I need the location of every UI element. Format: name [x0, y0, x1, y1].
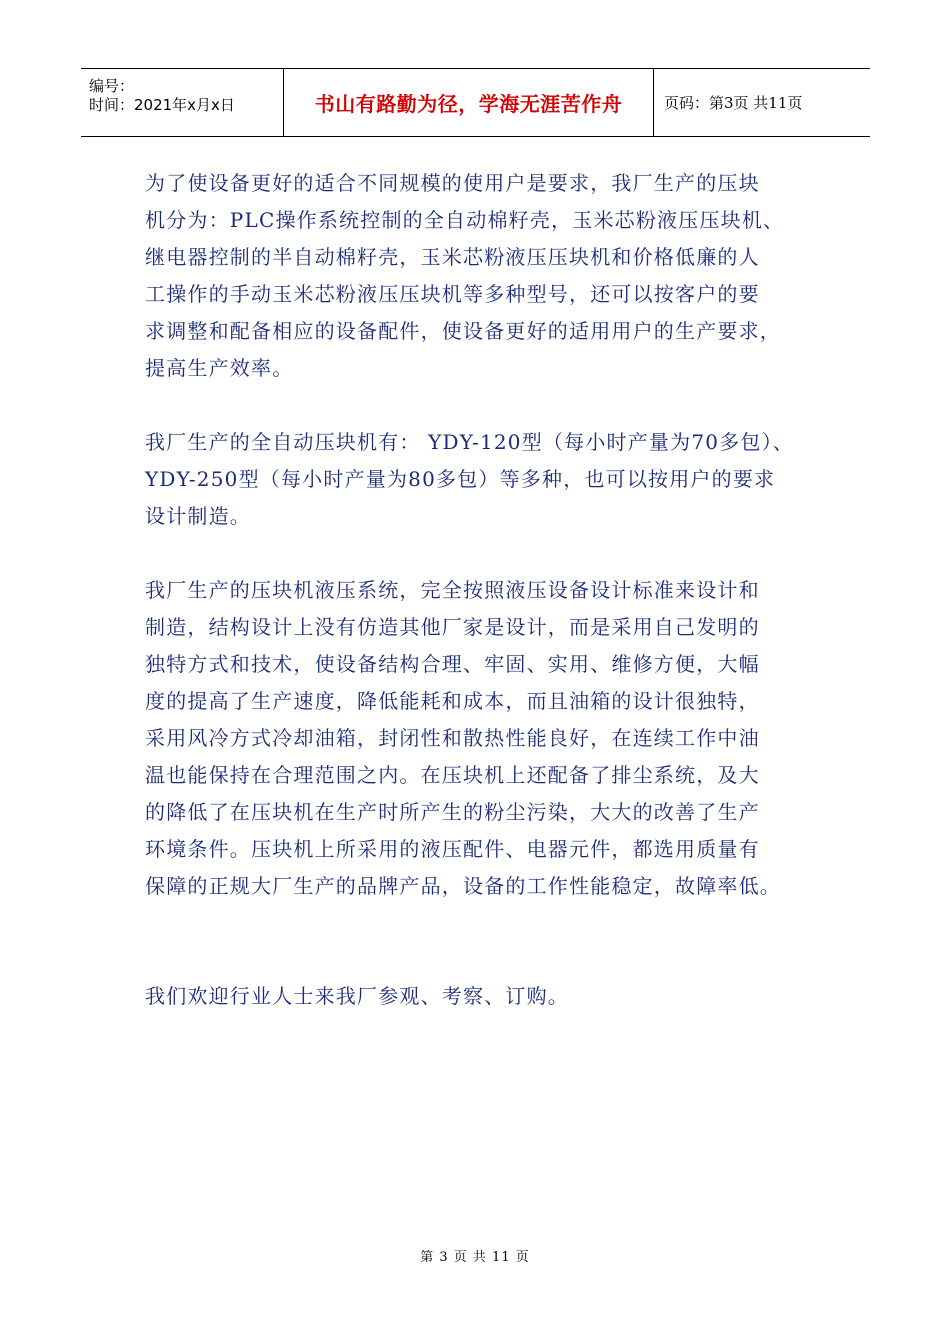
text-line: 工操作的手动玉米芯粉液压压块机等多种型号，还可以按客户的要: [145, 282, 760, 306]
text-line: 我厂生产的压块机液压系统，完全按照液压设备设计标准来设计和: [145, 578, 760, 602]
text-line: 机分为：PLC操作系统控制的全自动棉籽壳，玉米芯粉液压压块机、: [145, 208, 785, 232]
document-time-label: 时间：2021年x月x日: [89, 96, 235, 114]
text-line: 环境条件。压块机上所采用的液压配件、电器元件，都选用质量有: [145, 837, 760, 861]
text-line: 我们欢迎行业人士来我厂参观、考察、订购。: [145, 984, 569, 1008]
text-line: 制造，结构设计上没有仿造其他厂家是设计，而是采用自己发明的: [145, 615, 760, 639]
text-line: 温也能保持在合理范围之内。在压块机上还配备了排尘系统，及大: [145, 763, 760, 787]
document-body: [145, 165, 825, 1015]
page-footer: 第 3 页 共 11 页: [420, 1250, 530, 1265]
paragraph-automatic-models: [145, 424, 825, 535]
text-line: YDY-250型（每小时产量为80多包）等多种，也可以按用户的要求: [145, 467, 776, 491]
text-line: 度的提高了生产速度，降低能耗和成本，而且油箱的设计很独特，: [145, 689, 760, 713]
text-line: 我厂生产的全自动压块机有： YDY-120型（每小时产量为70多包）、: [145, 430, 794, 454]
header-motto: 书山有路勤为径，学海无涯苦作舟: [283, 69, 654, 136]
text-line: 为了使设备更好的适合不同规模的使用户是要求，我厂生产的压块: [145, 171, 760, 195]
text-line: 的降低了在压块机在生产时所产生的粉尘污染，大大的改善了生产: [145, 800, 760, 824]
text-line: 求调整和配备相应的设备配件，使设备更好的适用用户的生产要求，: [145, 319, 781, 343]
header-meta: [81, 69, 283, 136]
text-line: 继电器控制的半自动棉籽壳，玉米芯粉液压压块机和价格低廉的人: [145, 245, 760, 269]
text-line: 设计制造。: [145, 504, 251, 528]
paragraph-hydraulic-system: [145, 572, 825, 905]
paragraph-models: [145, 165, 825, 387]
text-line: 独特方式和技术，使设备结构合理、牢固、实用、维修方便，大幅: [145, 652, 760, 676]
page-header: [81, 68, 870, 137]
header-page-info: 页码：第3页 共11页: [664, 94, 803, 112]
paragraph-welcome: [145, 978, 825, 1015]
text-line: 保障的正规大厂生产的品牌产品，设备的工作性能稳定，故障率低。: [145, 874, 781, 898]
text-line: 采用风冷方式冷却油箱，封闭性和散热性能良好，在连续工作中油: [145, 726, 760, 750]
document-number-label: 编号：: [89, 77, 135, 95]
text-line: 提高生产效率。: [145, 356, 294, 380]
